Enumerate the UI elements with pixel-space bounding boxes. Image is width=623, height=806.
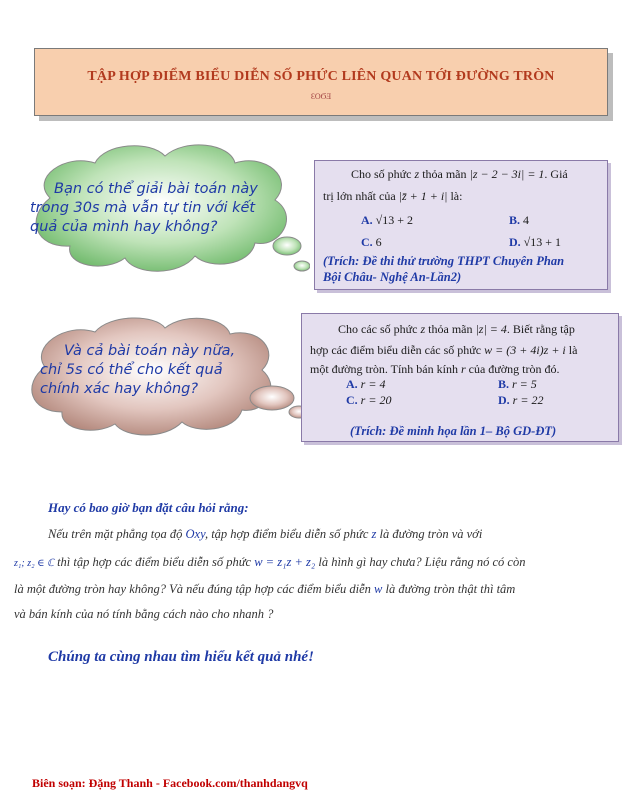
body-line-4: và bán kính của nó tính bằng cách nào cho nhanh ? (14, 607, 274, 621)
body-line-3: là một đường tròn hay không? Và nếu đúng tập hợp các điểm biểu diễn w là đường tròn thật thì tâm (14, 582, 516, 596)
callout-1-line: quả của mình hay không? (30, 219, 218, 235)
problem-2-line-1: Cho các số phức z thỏa mãn |z| = 4. Biết rằng tập (338, 322, 575, 336)
problem-2-line-2: hợp các điểm biểu diễn các số phức w = (3 + 4i)z + i là (310, 343, 578, 357)
page-title: TẬP HỢP ĐIỂM BIỂU DIỄN SỐ PHỨC LIÊN QUAN TỚI ĐƯỜNG TRÒN (87, 69, 555, 84)
problem-2-line-3: một đường tròn. Tính bán kính r của đường tròn đó. (310, 362, 560, 376)
callout-1-line: Bạn có thể giải bài toán này (54, 181, 258, 197)
footer-credit: Biên soạn: Đặng Thanh - Facebook.com/thanhdangvq (32, 776, 308, 790)
problem-2-source: (Trích: Đề minh họa lần 1– Bộ GD-ĐT) (350, 424, 557, 438)
option-b: B. 4 (509, 213, 530, 227)
callout-2-line: Và cả bài toán này nữa, (64, 343, 236, 359)
callout-2-line: chính xác hay không? (40, 381, 199, 397)
problem-1-source: (Trích: Đề thi thử trường THPT Chuyên Phan Bội Châu- Nghệ An-Lần2) (323, 254, 565, 284)
problem-1-stem-line-2: trị lớn nhất của |z̄ + 1 + i| là: (323, 189, 463, 203)
option-d: D. r = 22 (498, 393, 544, 407)
problem-1-stem-line-1: Cho số phức z thỏa mãn |z − 2 − 3i| = 1. Giá (351, 167, 568, 181)
closing-line: Chúng ta cùng nhau tìm hiểu kết quả nhé! (48, 649, 314, 665)
option-a: A. r = 4 (346, 377, 386, 391)
option-d: D. √13 + 1 (509, 235, 562, 249)
callout-1-line: trong 30s mà vẫn tự tin với kết (30, 200, 256, 216)
option-c: C. r = 20 (346, 393, 392, 407)
option-c: C. 6 (361, 235, 382, 249)
title-box (34, 48, 608, 116)
body-line-2: z₁; z₂ ∈ ℂ thì tập hợp các điểm biểu diễn số phức w = z₁z + z₂ là hình gì hay chưa? Liệu rằng nó có còn (14, 555, 526, 569)
problem-1-box (314, 160, 608, 290)
title-ornament: ƐOϬƎ (310, 92, 332, 101)
question-heading: Hay có bao giờ bạn đặt câu hỏi rằng: (48, 500, 249, 515)
option-a: A. √13 + 2 (361, 213, 414, 227)
callout-2-line: chỉ 5s có thể cho kết quả (40, 362, 223, 378)
body-line-1: Nếu trên mặt phẳng tọa độ Oxy, tập hợp điểm biểu diễn số phức z là đường tròn và với (48, 527, 483, 541)
callout-text-2 (40, 342, 235, 399)
option-b: B. r = 5 (498, 377, 537, 391)
callout-text-1 (30, 180, 258, 237)
problem-2-box (301, 313, 619, 442)
